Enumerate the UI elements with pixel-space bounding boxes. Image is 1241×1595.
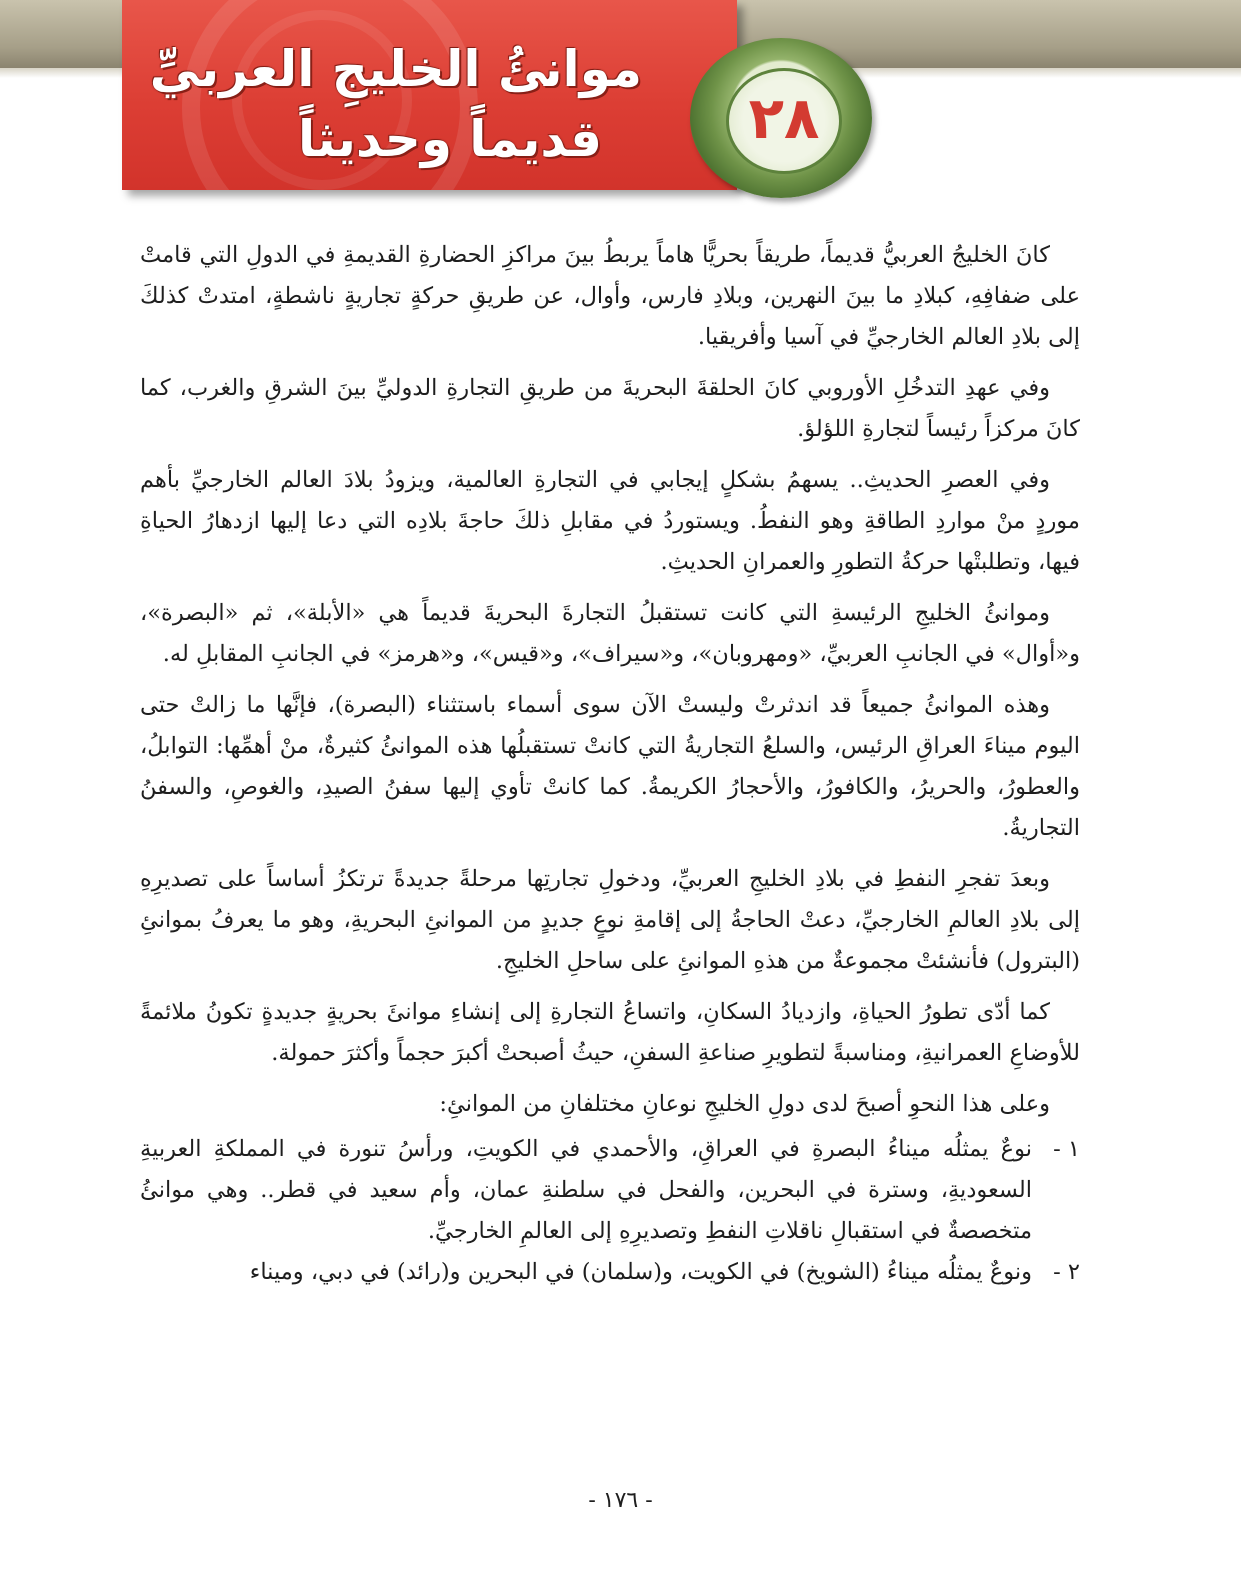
paragraph: كانَ الخليجُ العربيُّ قديماً، طريقاً بحريًّا هاماً يربطُ بينَ مراكزِ الحضارةِ القديمةِ في الدولِ التي قامتْ على ضفافِهِ، كبلادِ ما بينَ النهرين، وبلادِ فارس، وأوال، عن طريقِ حركةٍ تجاريةٍ ناشطةٍ، امتدتْ كذلكَ إلى بلادِ العالم الخارجيِّ في آسيا وأفريقيا. (140, 242, 1080, 350)
page-number: - ١٧٦ - (588, 1488, 653, 1513)
paragraph: وبعدَ تفجرِ النفطِ في بلادِ الخليجِ العربيِّ، ودخولِ تجارتِها مرحلةً جديدةً ترتكزُ أساساً على تصديرِهِ إلى بلادِ العالمِ الخارجيِّ، دعتْ الحاجةُ إلى إقامةِ نوعٍ جديدٍ من الموانئِ البحريةِ، وهو ما يعرفُ بموانئِ (البترول) فأنشئتْ مجموعةٌ من هذهِ الموانئِ على ساحلِ الخليجِ. (140, 866, 1080, 974)
list-item-text: ونوعٌ يمثلُه ميناءُ (الشويخ) في الكويت، و(سلمان) في البحرين و(رائد) في دبي، وميناء (249, 1259, 1032, 1285)
lesson-number-medallion (690, 38, 872, 198)
paragraph: وفي العصرِ الحديثِ.. يسهمُ بشكلٍ إيجابي في التجارةِ العالمية، ويزودُ بلادَ العالم الخارجيِّ بأهم موردٍ منْ مواردِ الطاقةِ وهو النفطُ. ويستوردُ في مقابلِ ذلكَ حاجةَ بلادِه التي دعا إليها ازدهارُ الحياةِ فيها، وتطلبتْها حركةُ التطورِ والعمرانِ الحديثِ. (140, 467, 1080, 575)
medallion-center (726, 68, 842, 174)
list-item-text: نوعٌ يمثلُه ميناءُ البصرةِ في العراقِ، والأحمدي في الكويتِ، ورأسُ تنورة في المملكةِ العربيةِ السعوديةِ، وسترة في البحرين، والفحل في سلطنةِ عمان، وأم سعيد في قطر.. وهي موانئُ متخصصةٌ في استقبالِ ناقلاتِ النفطِ وتصديرِهِ إلى العالمِ الخارجيِّ. (140, 1136, 1032, 1244)
lesson-body (140, 235, 1080, 1293)
paragraph: وهذه الموانئُ جميعاً قد اندثرتْ وليستْ الآن سوى أسماء باستثناء (البصرة)، فإنَّها ما زالتْ حتى اليوم ميناءَ العراقِ الرئيس، والسلعُ التجاريةُ التي كانتْ تستقبلُها هذه الموانئُ كثيرةٌ، منْ أهمِّها: التوابلُ، والعطورُ، والحريرُ، والكافورُ، والأحجارُ الكريمةُ. كما كانتْ تأوي إليها سفنُ الصيدِ، والغوصِ، والسفنُ التجاريةُ. (140, 692, 1080, 841)
list-item-number: ١ - (1053, 1136, 1080, 1162)
title-banner (122, 0, 737, 190)
list-item (140, 1252, 1080, 1293)
lesson-number: ٢٨ (748, 84, 820, 152)
list-intro: وعلى هذا النحوِ أصبحَ لدى دولِ الخليجِ نوعانِ مختلفانِ من الموانئِ: (439, 1091, 1050, 1117)
paragraph: وفي عهدِ التدخُلِ الأوروبي كانَ الحلقةَ البحريةَ من طريقِ التجارةِ الدوليِّ بينَ الشرقِ والغرب، كما كانَ مركزاً رئيساً لتجارةِ اللؤلؤ. (140, 375, 1080, 442)
paragraph: كما أدّى تطورُ الحياةِ، وازديادُ السكانِ، واتساعُ التجارةِ إلى إنشاءِ موانئَ بحريةٍ جديدةٍ تكونُ ملائمةً للأوضاعِ العمرانيةِ، ومناسبةً لتطويرِ صناعةِ السفنِ، حيثُ أصبحتْ أكبرَ حجماً وأكثرَ حمولة. (140, 999, 1080, 1066)
list-item (140, 1129, 1080, 1252)
lesson-title-line2: قديماً وحديثاً (297, 110, 602, 168)
lesson-title-line1: موانئُ الخليجِ العربيِّ (149, 40, 642, 98)
paragraph: وموانئُ الخليجِ الرئيسةِ التي كانت تستقبلُ التجارةَ البحريةَ قديماً هي «الأبلة»، ثم «البصرة»، و«أوال» في الجانبِ العربيِّ، «ومهروبان»، و«سيراف»، و«قيس»، و«هرمز» في الجانبِ المقابلِ له. (140, 600, 1080, 667)
list-item-number: ٢ - (1053, 1259, 1080, 1285)
